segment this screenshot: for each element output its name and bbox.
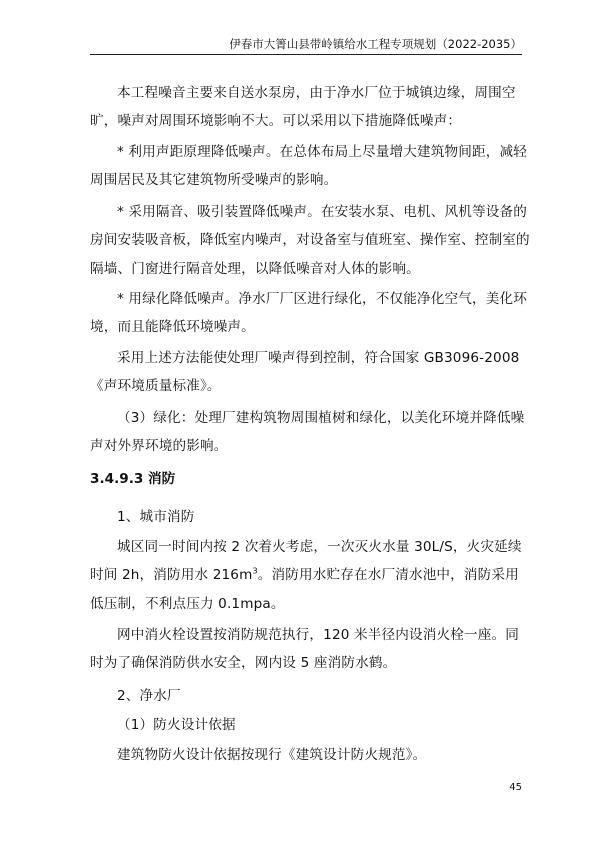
paragraph-noise-insulation: * 采用隔音、吸引装置降低噪声。在安装水泵、电机、风机等设备的房间安装吸音板，降低室内噪声，对设备室与值班室、操作室、控制室的隔墙、门窗进行隔音处理，以降低噪音对人体的影响。	[90, 204, 530, 277]
paragraph-fire-code: 建筑物防火设计依据按现行《建筑设计防火规范》。	[117, 747, 427, 763]
paragraph-fire-volume	[90, 533, 530, 618]
subheading-city-fire: 1、城市消防	[117, 509, 195, 525]
subheading-fire-basis: （1）防火设计依据	[117, 717, 236, 733]
paragraph-hydrants: 网中消火栓设置按消防规范执行，120 米半径内设消火栓一座。同时为了确保消防供水安全，网内设 5 座消防水鹤。	[90, 627, 519, 672]
header-title: 伊春市大箐山县带岭镇给水工程专项规划（2022-2035）	[229, 37, 522, 51]
page-header	[90, 36, 522, 55]
section-heading-fire: 3.4.9.3 消防	[90, 471, 176, 487]
paragraph-noise-greening: * 用绿化降低噪声。净水厂厂区进行绿化，不仅能净化空气，美化环境，而且能降低环境噪声。	[90, 291, 527, 336]
paragraph-noise-distance: * 利用声距原理降低噪声。在总体布局上尽量增大建筑物间距，减轻周围居民及其它建筑物所受噪声的影响。	[90, 144, 527, 189]
subheading-water-plant: 2、净水厂	[117, 688, 181, 704]
paragraph-noise-intro: 本工程噪音主要来自送水泵房，由于净水厂位于城镇边缘，周围空旷，噪声对周围环境影响不大。可以采用以下措施降低噪声：	[90, 85, 516, 130]
fire-volume-text-rest: 。消防用水贮存在水厂清水池中，消防采用低压制，不利点压力 0.1mpa。	[90, 567, 519, 612]
fire-volume-text: 城区同一时间内按 2 次着火考虑，一次灭火水量 30L/S，火灾延续时间 2h，消防用水 216m	[90, 539, 522, 584]
page-number: 45	[509, 782, 522, 793]
paragraph-noise-standard: 采用上述方法能使处理厂噪声得到控制，符合国家 GB3096-2008《声环境质量标准》。	[90, 350, 520, 395]
cubic-superscript: 3	[252, 566, 258, 576]
paragraph-greening: （3）绿化：处理厂建构筑物周围植树和绿化，以美化环境并降低噪声对外界环境的影响。	[90, 410, 525, 455]
